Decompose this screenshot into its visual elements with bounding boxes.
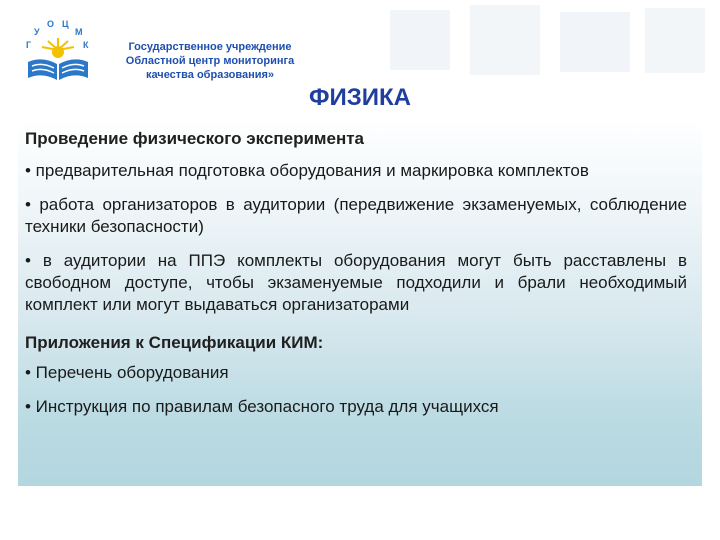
organization-logo-icon [20, 18, 96, 88]
org-name-line: качества образования» [145, 69, 275, 81]
bullet-item: • предварительная подготовка оборудования и маркировка комплектов [25, 161, 589, 180]
org-name-line: Областной центр мониторинга [125, 55, 295, 67]
organization-name [110, 40, 310, 82]
list-item: • Перечень оборудования [25, 363, 229, 382]
bullet-item: • в аудитории на ППЭ комплекты оборудования могут быть расставлены в свободном доступе, чтобы экзаменуемые подходили и брали необходимый комплект или могут выдаваться организаторами [25, 251, 687, 314]
slide-title: ФИЗИКА [309, 84, 411, 111]
svg-text:Г: Г [26, 40, 32, 50]
list-item: • Инструкция по правилам безопасного труда для учащихся [25, 397, 499, 416]
svg-text:М: М [75, 27, 83, 37]
svg-text:Ц: Ц [62, 19, 69, 29]
svg-text:К: К [83, 40, 89, 50]
bullet-item: • работа организаторов в аудитории (передвижение экзаменуемых, соблюдение техники безопасности) [25, 195, 687, 236]
content-body [25, 128, 687, 430]
section-heading-experiment: Проведение физического эксперимента [25, 129, 364, 148]
svg-text:О: О [47, 19, 55, 29]
org-name-line: Государственное учреждение [128, 41, 292, 53]
section-heading-appendix: Приложения к Спецификации КИМ: [25, 333, 324, 352]
header [0, 0, 720, 125]
svg-text:У: У [34, 27, 40, 37]
